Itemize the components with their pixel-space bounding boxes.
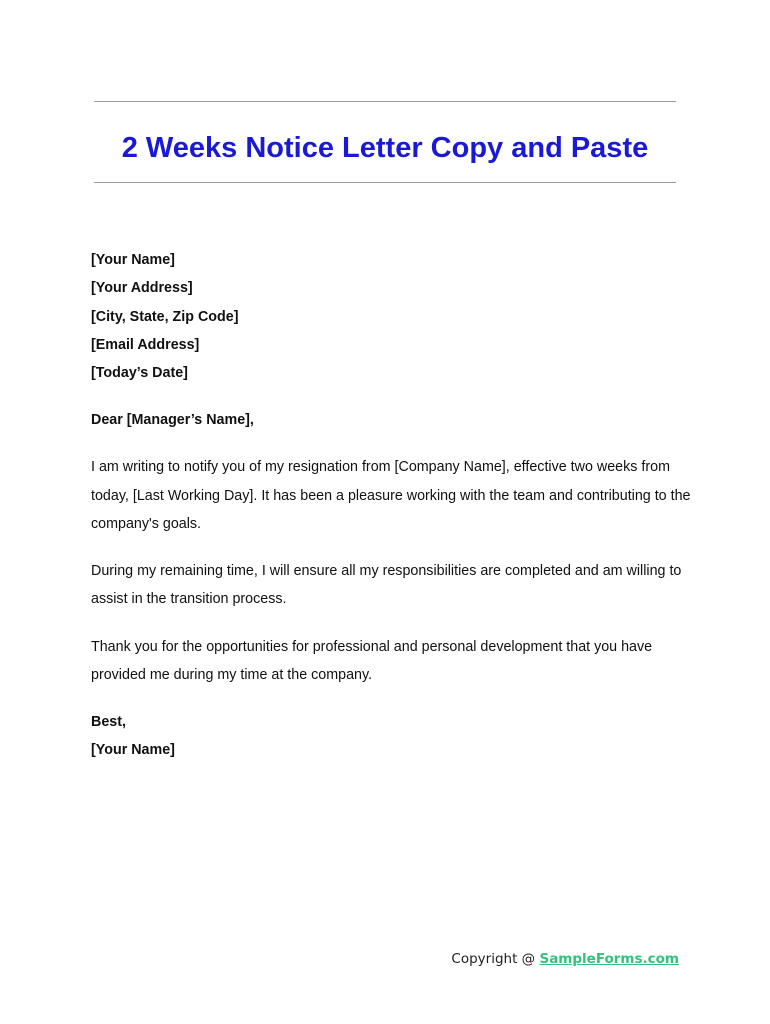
closing-word: Best,: [91, 713, 126, 730]
closing: [91, 708, 691, 764]
letter-body: [91, 246, 691, 764]
title-top-divider: [94, 101, 676, 102]
sampleforms-link[interactable]: SampleForms.com: [539, 951, 679, 967]
salutation: Dear [Manager’s Name],: [91, 412, 254, 429]
letter-date: [Today’s Date]: [91, 365, 188, 382]
copyright-prefix: Copyright @: [451, 951, 540, 967]
paragraph-thanks: Thank you for the opportunities for professional and personal development that you have provided me during my time at the company.: [91, 638, 653, 683]
paragraph-transition: During my remaining time, I will ensure all my responsibilities are completed and am willing to assist in the transition process.: [91, 563, 682, 608]
signature-name: [Your Name]: [91, 741, 175, 758]
sender-address-block: [91, 246, 691, 387]
title-bottom-divider: [94, 182, 676, 183]
paragraph-resignation: I am writing to notify you of my resignation from [Company Name], effective two weeks from today, [Last Working Day]. It has been a pleasure working with the team and contributing to the company's goals.: [91, 459, 691, 532]
document-title: 2 Weeks Notice Letter Copy and Paste: [121, 132, 649, 164]
sender-email: [Email Address]: [91, 336, 200, 353]
copyright-footer: [451, 948, 679, 970]
sender-name: [Your Name]: [91, 252, 175, 268]
sender-city-state-zip: [City, State, Zip Code]: [91, 308, 239, 325]
sender-address: [Your Address]: [91, 280, 193, 297]
